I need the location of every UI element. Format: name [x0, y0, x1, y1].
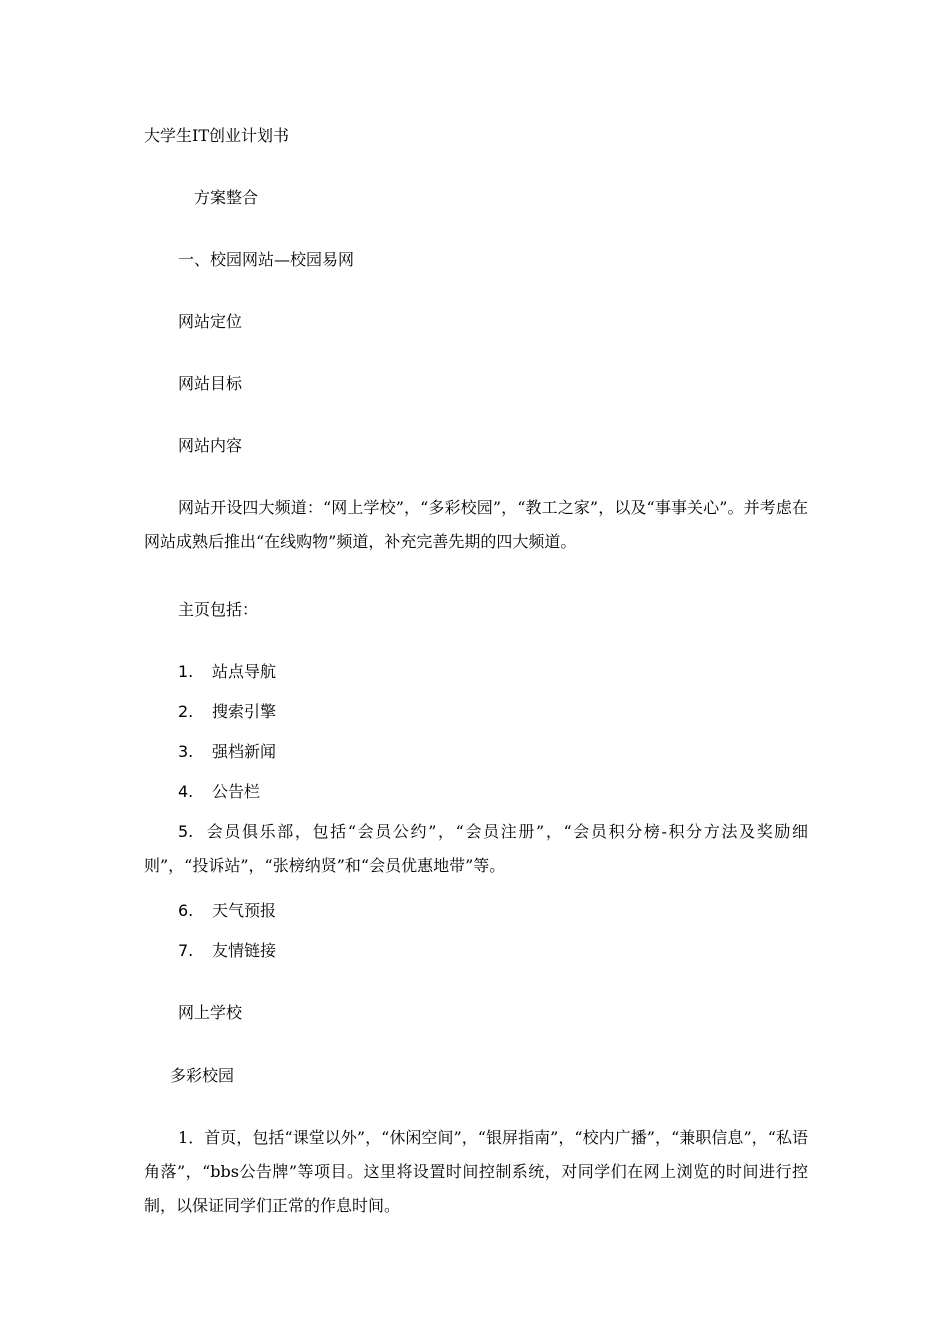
- document-title: 大学生IT创业计划书: [144, 126, 289, 145]
- site-goal-heading: 网站目标: [178, 374, 243, 393]
- list-item-text: 公告栏: [212, 782, 261, 801]
- list-item-number: 4.: [178, 782, 194, 801]
- list-item: [178, 662, 276, 682]
- list-item-text: 强档新闻: [212, 742, 277, 761]
- list-item: [178, 941, 276, 961]
- list-item: [178, 742, 276, 762]
- part1-heading: 一、校园网站—校园易网: [178, 250, 355, 269]
- list-item-number: 1.: [178, 662, 194, 681]
- list-item-number: 3.: [178, 742, 194, 761]
- campus-item1-paragraph: 1．首页，包括“课堂以外”，“休闲空间”，“银屏指南”，“校内广播”，“兼职信息”，“私语角落”，“bbs公告牌”等项目。这里将设置时间控制系统，对同学们在网上浏览的时间进行控制，以保证同学们正常的作息时间。: [144, 1128, 808, 1215]
- site-content-heading: 网站内容: [178, 436, 243, 455]
- homepage-includes-label: 主页包括：: [178, 600, 259, 619]
- list-item-text: 会员俱乐部，包括“会员公约”，“会员注册”，“会员积分榜-积分方法及奖励细则”，“投诉站”，“张榜纳贤”和“会员优惠地带”等。: [144, 822, 808, 875]
- online-school-heading: 网上学校: [178, 1003, 243, 1022]
- list-item-text: 搜索引擎: [212, 702, 277, 721]
- colorful-campus-heading: 多彩校园: [170, 1066, 235, 1085]
- list-item: [178, 901, 276, 921]
- list-item: [178, 702, 276, 722]
- list-item-text: 站点导航: [212, 662, 277, 681]
- list-item-number: 6.: [178, 901, 194, 920]
- channels-paragraph: 网站开设四大频道：“网上学校”，“多彩校园”，“教工之家”，以及“事事关心”。并考虑在网站成熟后推出“在线购物”频道，补充完善先期的四大频道。: [144, 498, 808, 551]
- list-item-text: 天气预报: [212, 901, 277, 920]
- site-positioning-heading: 网站定位: [178, 312, 243, 331]
- list-item-number: 2.: [178, 702, 194, 721]
- list-item: [178, 782, 260, 802]
- list-item-number: 7.: [178, 941, 194, 960]
- list-item-text: 友情链接: [212, 941, 277, 960]
- section-heading: 方案整合: [194, 188, 259, 207]
- list-item-member-club: [144, 815, 808, 883]
- list-item-number: 5.: [178, 822, 194, 841]
